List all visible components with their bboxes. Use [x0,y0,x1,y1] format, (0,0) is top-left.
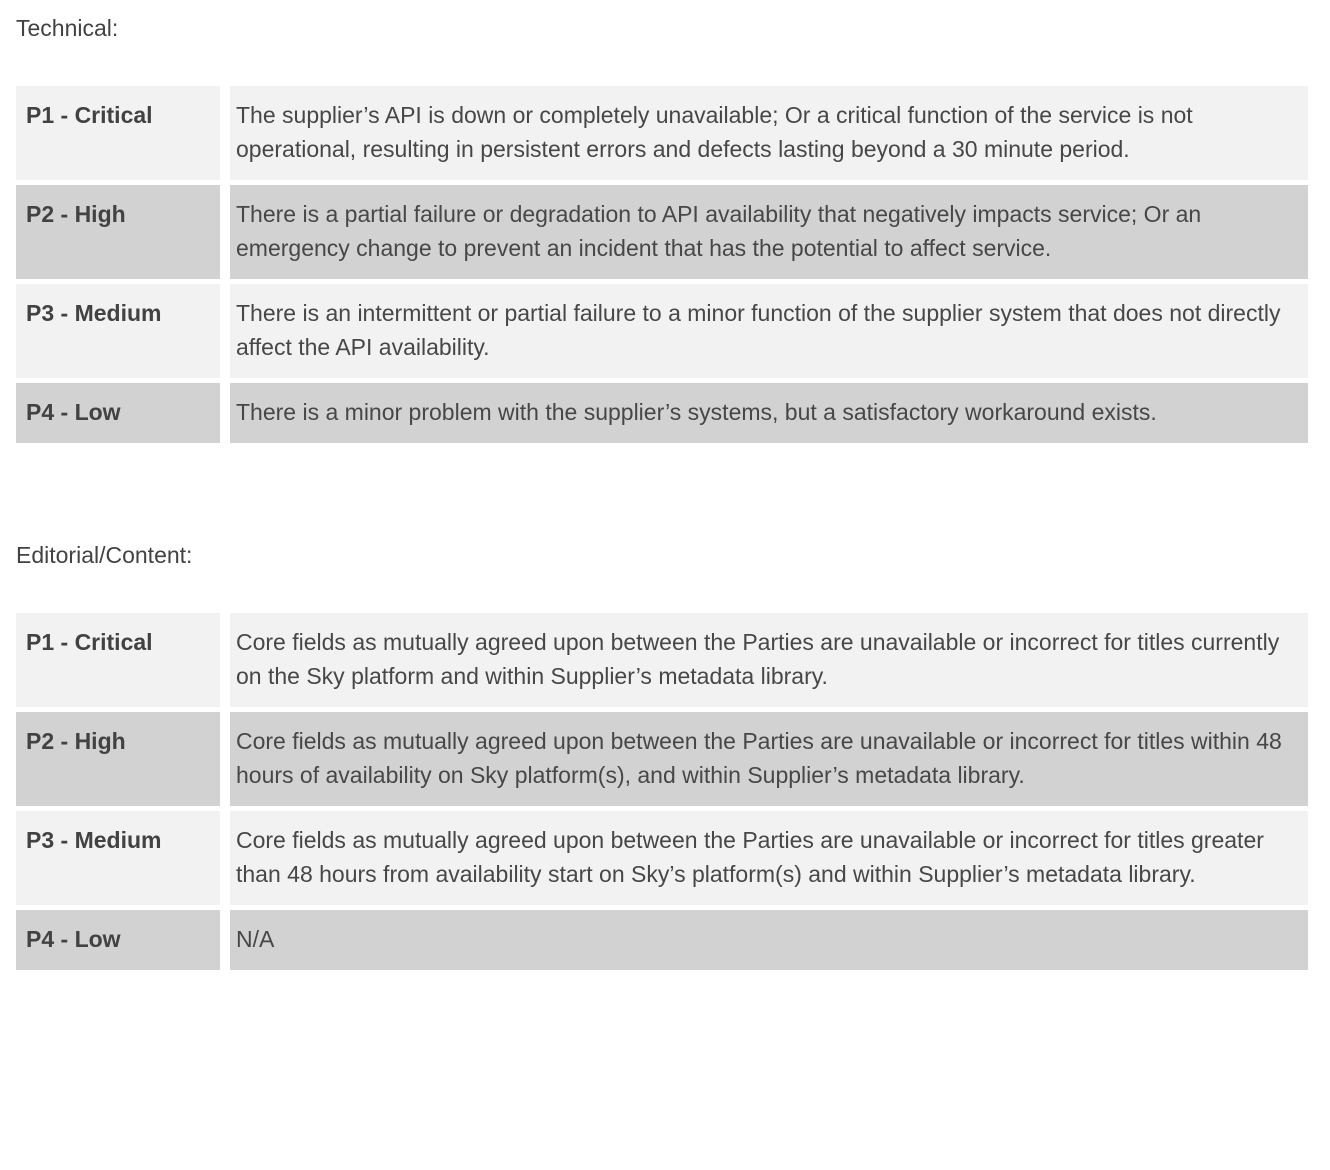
description-cell: Core fields as mutually agreed upon between the Parties are unavailable or incorrect for titles within 48 hours of availability on Sky platform(s), and within Supplier’s metadata library. [230,712,1308,806]
priority-cell: P1 - Critical [16,613,220,707]
table-row [16,910,1308,970]
table-row [16,613,1308,707]
description-cell: Core fields as mutually agreed upon between the Parties are unavailable or incorrect for titles greater than 48 hours from availability start on Sky’s platform(s) and within Supplier’s metadata library. [230,811,1308,905]
technical-priority-table [16,86,1308,443]
table-row [16,383,1308,443]
priority-cell: P4 - Low [16,383,220,443]
description-cell: The supplier’s API is down or completely unavailable; Or a critical function of the service is not operational, resulting in persistent errors and defects lasting beyond a 30 minute period. [230,86,1308,180]
description-cell: Core fields as mutually agreed upon between the Parties are unavailable or incorrect for titles currently on the Sky platform and within Supplier’s metadata library. [230,613,1308,707]
priority-cell: P2 - High [16,185,220,279]
priority-cell: P3 - Medium [16,284,220,378]
description-cell: N/A [230,910,1308,970]
priority-cell: P4 - Low [16,910,220,970]
table-row [16,185,1308,279]
editorial-content-priority-table [16,613,1308,970]
section-title-editorial-content: Editorial/Content: [16,542,193,568]
section-title-technical: Technical: [16,15,119,41]
priority-cell: P2 - High [16,712,220,806]
table-row [16,811,1308,905]
description-cell: There is an intermittent or partial failure to a minor function of the supplier system that does not directly affect the API availability. [230,284,1308,378]
priority-cell: P1 - Critical [16,86,220,180]
table-row [16,712,1308,806]
description-cell: There is a minor problem with the supplier’s systems, but a satisfactory workaround exists. [230,383,1308,443]
description-cell: There is a partial failure or degradation to API availability that negatively impacts service; Or an emergency change to prevent an incident that has the potential to affect service. [230,185,1308,279]
table-row [16,86,1308,180]
table-row [16,284,1308,378]
priority-cell: P3 - Medium [16,811,220,905]
